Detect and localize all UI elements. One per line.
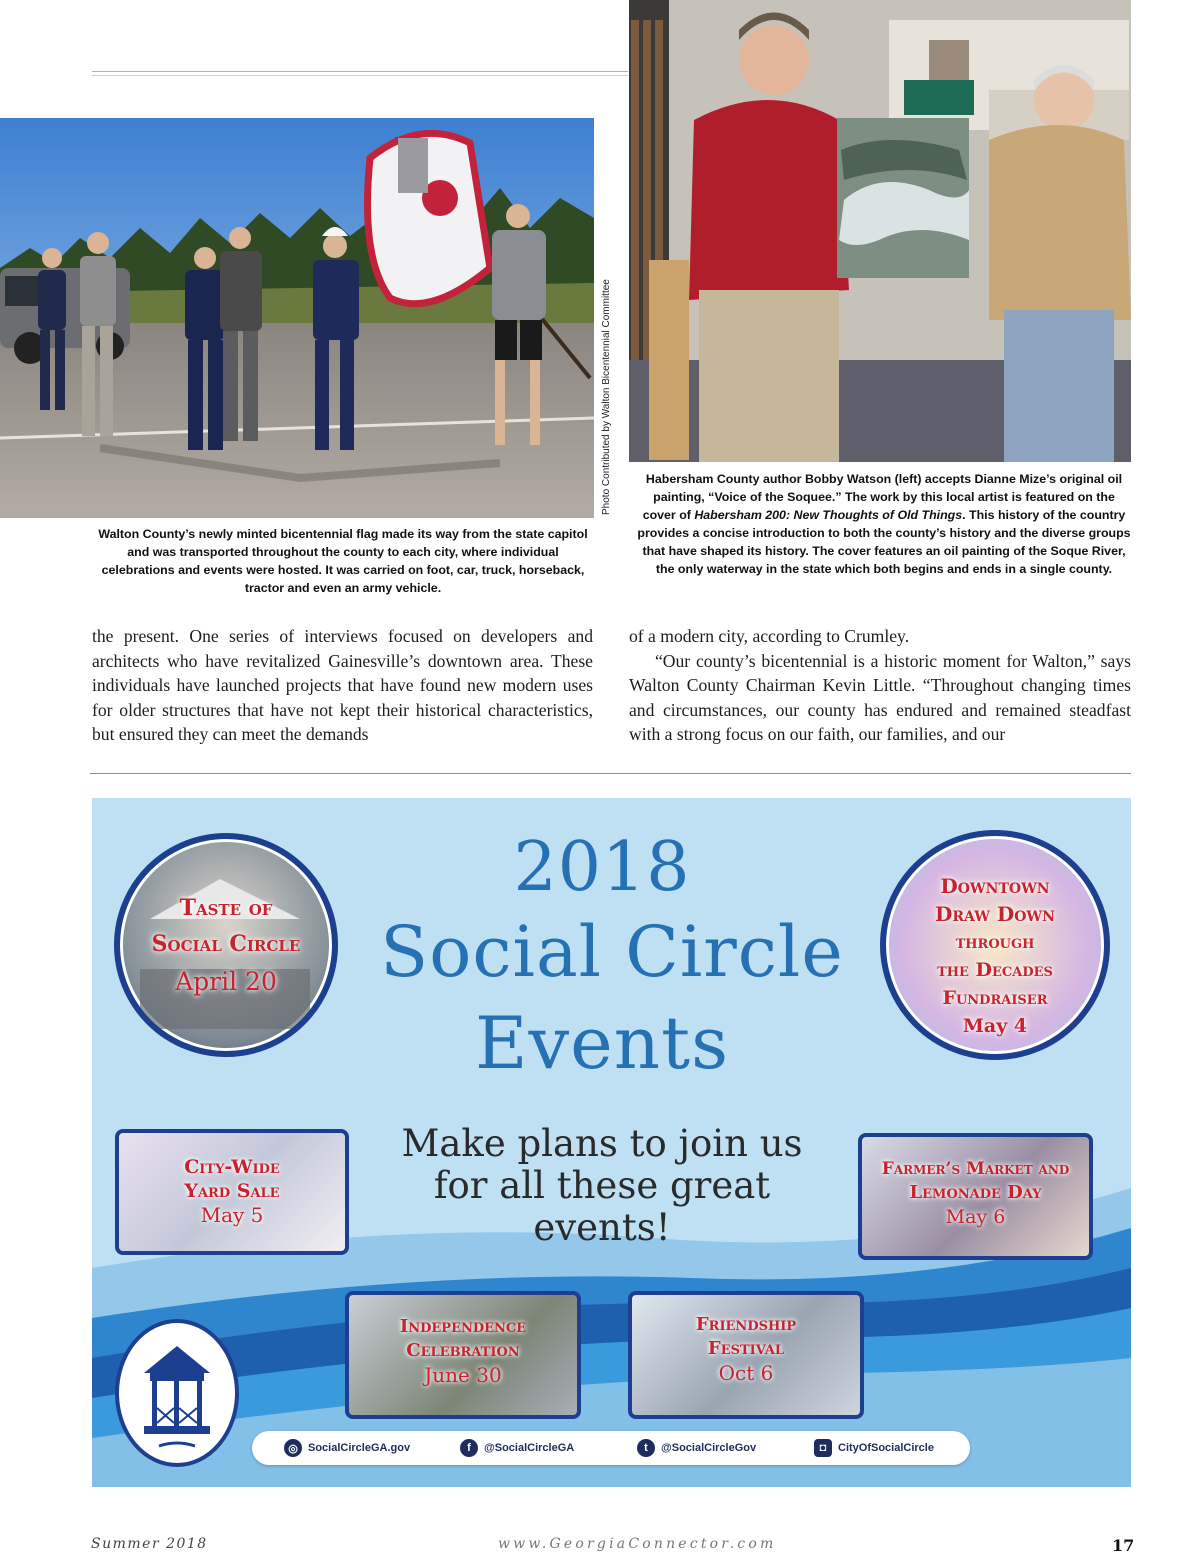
website-link[interactable] xyxy=(284,1439,410,1457)
yard-sale-line-1: City-Wide xyxy=(184,1156,280,1178)
invite-line-3: events! xyxy=(533,1206,671,1249)
taste-of-social-circle-badge xyxy=(114,833,338,1057)
farmers-market-card xyxy=(858,1133,1093,1260)
body-right-paragraph-2: “Our county’s bicentennial is a historic moment for Walton,” says Walton County Chairman Kevin Little. “Throughout changing times and circumstances, our county has endured and remained steadfast with a strong focus on our faith, our families, and our xyxy=(629,650,1131,745)
ad-title-year: 2018 xyxy=(513,828,691,907)
photo-credit: Photo Contributed by Walton Bicentennial Committee xyxy=(601,279,612,515)
friendship-line-1: Friendship xyxy=(695,1314,797,1335)
header-rule-bottom xyxy=(92,75,628,76)
facebook-icon: f xyxy=(460,1439,478,1457)
website-label: SocialCircleGA.gov xyxy=(308,1442,411,1454)
taste-line-2: Social Circle xyxy=(151,931,301,957)
drawdown-line-1: Downtown xyxy=(940,874,1050,898)
author-painting-photo xyxy=(629,0,1131,462)
right-caption-end: . This history of the country provides a concise introduction to both the county’s history and the diverse groups that have shaped its history. The cover features an oil painting of the Soque River, the only waterway in the state which both begins and ends in a single county. xyxy=(637,508,1131,576)
drawdown-line-3: through xyxy=(955,931,1035,953)
farmers-line-1: Farmer’s Market and xyxy=(881,1159,1070,1179)
facebook-link[interactable] xyxy=(460,1439,574,1457)
friendship-festival-card xyxy=(628,1291,864,1419)
body-left-paragraph: the present. One series of interviews focused on developers and architects who have revitalized Gainesville’s downtown area. These individuals have launched projects that have found new modern uses for older structures that have not kept their historical characteristics, but ensured they can meet the demands xyxy=(92,626,593,745)
right-photo-caption xyxy=(636,470,1132,578)
twitter-icon: t xyxy=(637,1439,655,1457)
gazebo-icon xyxy=(114,1318,240,1468)
instagram-label: CityOfSocialCircle xyxy=(838,1442,934,1454)
globe-icon: ◎ xyxy=(284,1439,302,1457)
section-divider xyxy=(90,773,1131,774)
yard-sale-line-3: May 5 xyxy=(200,1203,264,1227)
left-photo-caption: Walton County’s newly minted bicentennial flag made its way from the state capitol and was transported throughout the county to each city, where individual celebrations and events were hosted. It was carried on foot, car, truck, horseback, tractor and even an army vehicle. xyxy=(98,527,588,595)
right-caption-start: Habersham County author Bobby Watson (left) accepts Dianne Mize’s original oil painting, “Voice of the Soquee.” The work by this local artist is featured on the cover of xyxy=(642,472,1123,522)
independence-line-3: June 30 xyxy=(424,1363,502,1387)
invite-line-1: Make plans to join us xyxy=(401,1122,803,1165)
friendship-line-3: Oct 6 xyxy=(718,1361,774,1385)
independence-celebration-card xyxy=(345,1291,581,1419)
footer-issue: Summer 2018 xyxy=(91,1536,208,1552)
invite-line-2: for all these great xyxy=(433,1164,771,1207)
social-circle-gazebo-seal xyxy=(114,1318,240,1468)
friendship-line-2: Festival xyxy=(707,1338,785,1359)
book-title: Habersham 200: New Thoughts of Old Things xyxy=(694,508,963,522)
body-left-column xyxy=(92,624,593,747)
yard-sale-line-2: Yard Sale xyxy=(184,1180,280,1202)
ad-title-social-circle: Social Circle xyxy=(380,911,844,993)
yard-sale-card xyxy=(115,1129,349,1255)
taste-line-1: Taste of xyxy=(179,895,273,921)
farmers-line-2: Lemonade Day xyxy=(909,1182,1042,1203)
farmers-line-3: May 6 xyxy=(945,1206,1006,1228)
footer-website: www.GeorgiaConnector.com xyxy=(498,1536,777,1552)
bicentennial-flag-photo xyxy=(0,118,594,518)
body-right-column xyxy=(629,624,1131,747)
ad-title-events: Events xyxy=(474,1001,730,1085)
downtown-draw-down-badge xyxy=(880,830,1110,1060)
twitter-link[interactable] xyxy=(637,1439,756,1457)
social-links-bar xyxy=(252,1431,970,1465)
facebook-label: @SocialCircleGA xyxy=(484,1442,575,1454)
header-rule-top xyxy=(92,71,628,72)
footer-page-number: 17 xyxy=(1112,1536,1135,1555)
social-circle-events-ad xyxy=(92,798,1131,1487)
instagram-link[interactable] xyxy=(814,1439,934,1457)
drawdown-line-6: May 4 xyxy=(962,1015,1028,1037)
drawdown-line-4: the Decades xyxy=(937,959,1053,981)
ad-invitation xyxy=(362,1123,842,1249)
taste-line-3: April 20 xyxy=(175,967,277,996)
twitter-label: @SocialCircleGov xyxy=(661,1442,757,1454)
body-right-paragraph-1: of a modern city, according to Crumley. xyxy=(629,626,910,646)
drawdown-line-2: Draw Down xyxy=(935,902,1055,926)
drawdown-line-5: Fundraiser xyxy=(942,987,1048,1009)
instagram-icon: ◘ xyxy=(814,1439,832,1457)
independence-line-1: Independence xyxy=(399,1316,527,1337)
independence-line-2: Celebration xyxy=(406,1340,520,1361)
